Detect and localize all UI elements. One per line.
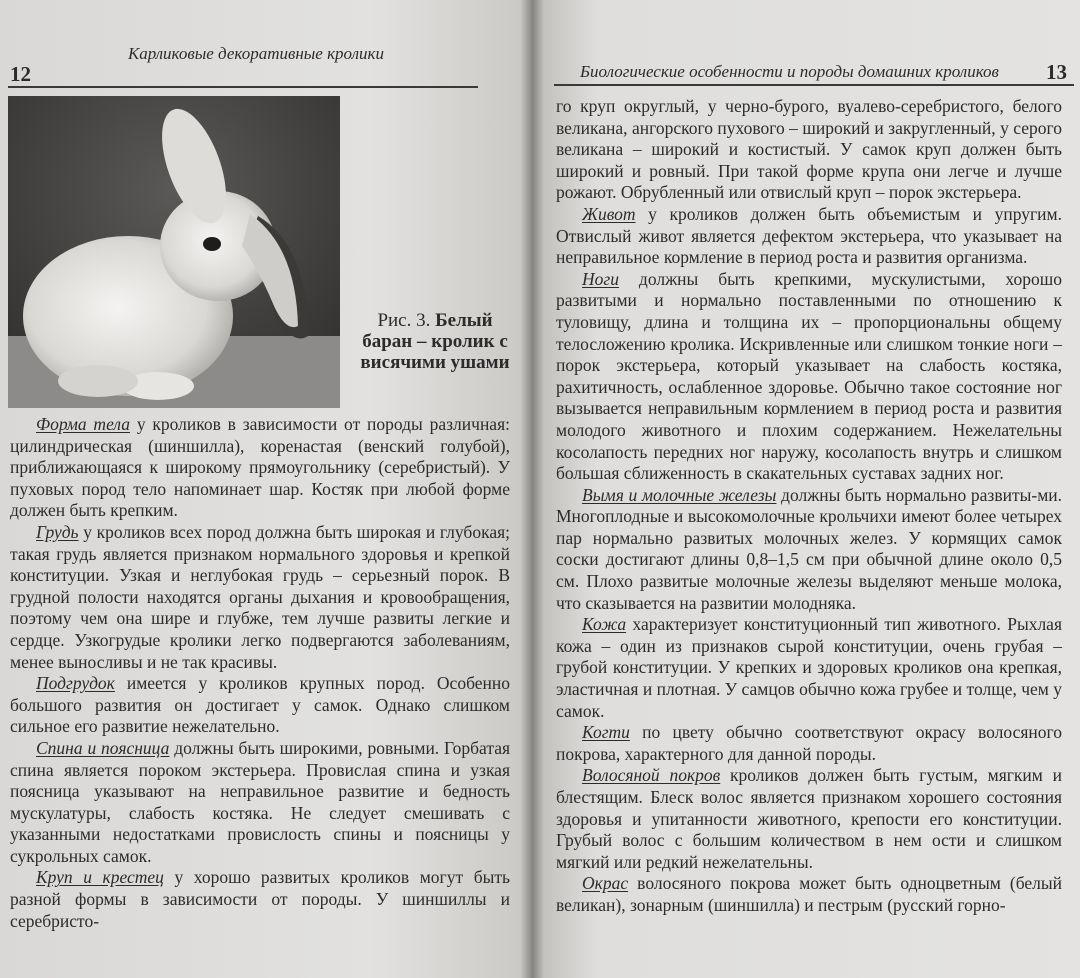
paragraph-lead: Волосяной покров xyxy=(582,765,721,786)
paragraph-text: го круп округлый, у черно-бурого, вуалево-серебристого, белого великана, ангорского пухового – широкий и закругленный, у серого великана – широкий и костистый. У самок круп должен быть широкий и ровный. При такой форме крупа они легче и лучше рожают. Обрубленный или отвислый круп – порок экстерьера. xyxy=(556,96,1062,203)
left-header-rule xyxy=(8,86,478,88)
paragraph xyxy=(556,873,1062,916)
paragraph-text: должны быть крепкими, мускулистыми, хорошо развитыми и нормально поставленными по отношению к туловищу, длина и толщина их – пропорциональны общему телосложению кролика. Искривленные или слишком тонкие ноги – порок экстерьера, который указывает на слабость костяка, рахитичность, ослабленное здоровье. Обычно такое состояние ног вызывается неправильным кормлением в период роста и развития молодого животного и плохим содержанием. Нежелательны косолапость передних ног наружу, косолапость внутрь и слишком большая сближенность в скакательных суставах задних ног. xyxy=(556,268,1062,484)
paragraph-text: имеется у кроликов крупных пород. Особенно большого развития он достигает у самок. Однако слишком сильное его развитие нежелательно. xyxy=(10,673,510,737)
paragraph xyxy=(556,614,1062,722)
paragraph xyxy=(10,867,510,932)
paragraph xyxy=(556,765,1062,873)
paragraph xyxy=(10,414,510,522)
paragraph-text: у кроликов всех пород должна быть широкая и глубокая; такая грудь является признаком нормального здоровья и крепкой конституции. Узкая и неглубокая грудь – серьезный порок. В грудной полости находятся органы дыхания и кровообращения, поэтому чем она шире и глубже, тем лучше развиты легкие и сердце. Узкогрудые кролики легко подвергаются заболеваниям, менее выносливы и не так красивы. xyxy=(10,521,510,672)
left-page xyxy=(0,0,532,978)
paragraph xyxy=(556,204,1062,269)
paragraph-text: кроликов должен быть густым, мягким и блестящим. Блеск волос является признаком хорошего состояния здоровья и упитанности животного, крепости его конституции. Грубый волос с большим количеством в нем ости и слишком мягкий или редкий нежелательны. xyxy=(556,765,1063,872)
paragraph-lead: Спина и поясница xyxy=(36,737,170,758)
right-body-text xyxy=(556,96,1062,917)
left-running-header: Карликовые декоративные кролики xyxy=(128,44,384,63)
paragraph-lead: Ноги xyxy=(582,268,619,289)
paragraph-text: у хорошо развитых кроликов могут быть разной формы в зависимости от породы. У шиншиллы и серебристо- xyxy=(10,867,510,931)
book-gutter-shadow xyxy=(520,0,544,978)
rabbit-illustration xyxy=(8,96,340,408)
paragraph xyxy=(10,522,510,673)
figure-caption-title: Белый баран – кролик с висячими ушами xyxy=(360,310,510,373)
paragraph-lead: Форма тела xyxy=(36,414,130,434)
paragraph-lead: Грудь xyxy=(36,521,79,542)
paragraph-text: у кроликов в зависимости от породы различная: цилиндрическая (шиншилла), коренастая (венский голубой), приближающаяся к широкому прямоугольнику (серебристый). У пуховых пород тело напоминает шар. Костяк при любой форме должен быть крепким. xyxy=(10,414,510,521)
paragraph-lead: Когти xyxy=(582,722,630,743)
paragraph xyxy=(10,738,510,868)
paragraph xyxy=(556,485,1062,615)
paragraph-text: должны быть нормально развиты-ми. Многоплодные и высокомолочные крольчихи имеют более четырех пар нормально развитых молочных желез. У кормящих самок соски достигают длины 0,8–1,5 см при обычной длине около 0,5 см. Плохо развитые молочные железы выделяют меньше молока, что сказывается на развитии молодняка. xyxy=(556,484,1063,613)
paragraph xyxy=(556,269,1062,485)
paragraph-text: характеризует конституционный тип животного. Рыхлая кожа – один из признаков сырой конституции, очень грубая – грубой конституции. У крепких и здоровых кроликов она крепкая, эластичная и плотная. У самцов обычно кожа грубее и толще, чем у самок. xyxy=(556,614,1062,721)
right-page xyxy=(532,0,1080,978)
paragraph-lead: Живот xyxy=(582,203,636,224)
paragraph-lead: Вымя и молочные железы xyxy=(582,484,777,505)
paragraph-text: волосяного покрова может быть одноцветным (белый великан), зонарным (шиншилла) и пестрым (русский горно- xyxy=(556,873,1062,915)
paragraph-lead: Кожа xyxy=(582,614,627,635)
paragraph xyxy=(556,96,1062,204)
paragraph xyxy=(10,673,510,738)
right-page-number: 13 xyxy=(1046,60,1067,84)
left-page-number: 12 xyxy=(10,62,31,86)
paragraph-lead: Круп и крестец xyxy=(36,867,164,888)
figure-photo xyxy=(8,96,340,408)
right-header-rule xyxy=(554,84,1074,86)
figure-caption-prefix: Рис. 3. xyxy=(377,310,436,331)
paragraph-lead: Подгрудок xyxy=(36,673,115,694)
left-body-text xyxy=(10,414,510,932)
paragraph-text: по цвету обычно соответствуют окрасу волосяного покрова, характерного для данной породы. xyxy=(556,722,1062,764)
paragraph-lead: Окрас xyxy=(582,873,629,894)
paragraph xyxy=(556,722,1062,765)
paragraph-text: у кроликов должен быть объемистым и упругим. Отвислый живот является дефектом экстерьера, что указывает на неправильное кормление в период роста и развития организма. xyxy=(556,203,1062,268)
figure-caption xyxy=(360,310,510,373)
paragraph-text: должны быть широкими, ровными. Горбатая спина является пороком экстерьера. Провислая спина и узкая поясница указывают на неправильное развитие и бедность мускулатуры, слабость костяка. Не следует смешивать с указанными недостатками провислость спины и поясницы у сукрольных самок. xyxy=(10,737,511,866)
right-running-header: Биологические особенности и породы домашних кроликов xyxy=(580,62,999,81)
